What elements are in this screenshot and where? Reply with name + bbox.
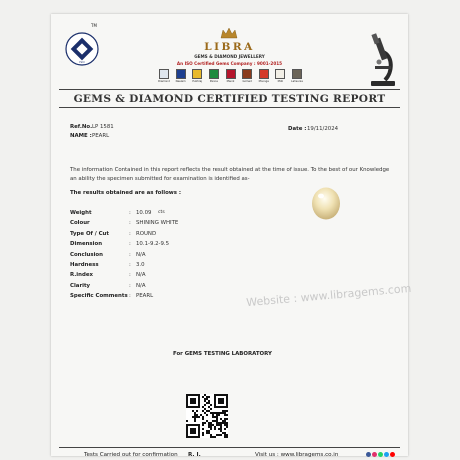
property-colon: : [129, 210, 131, 216]
property-label: Clarity [70, 282, 91, 289]
gemstone-label: Neelam [175, 80, 186, 83]
property-label: Type Of / Cut [70, 230, 109, 237]
gemstone-label: Manik [226, 80, 235, 83]
gemstone-label: Gomed [242, 80, 252, 83]
gemstone-item [225, 69, 237, 89]
social-icons [366, 452, 395, 457]
property-unit: cts [158, 210, 165, 215]
visit-link[interactable]: Visit us : www.libragems.co.in [255, 452, 339, 458]
property-label: Dimension [70, 241, 103, 248]
gemstone-swatch-icon [292, 69, 302, 79]
name-label: NAME : [70, 133, 92, 139]
property-colon: : [129, 220, 131, 227]
property-colon: : [129, 272, 131, 279]
certificate-sheet [51, 14, 412, 458]
property-row [70, 252, 310, 262]
property-value: N/A [136, 272, 146, 279]
property-value: 10.09 [136, 210, 152, 216]
properties-table [70, 210, 310, 304]
property-row [70, 220, 310, 230]
property-value: 3.0 [136, 261, 145, 268]
name-value: PEARL [92, 133, 110, 139]
svg-text:ISO: ISO [79, 60, 85, 64]
gemstone-item [274, 69, 286, 89]
tests-value: R. I. [188, 452, 201, 458]
gemstone-label: Moonga [258, 80, 269, 83]
gemstone-swatch-icon [259, 69, 269, 79]
gemstone-label: Moti [277, 80, 284, 83]
gemstone-item [191, 69, 203, 89]
property-label: Conclusion [70, 251, 103, 258]
property-row [70, 283, 310, 293]
date-label: Date : [288, 126, 307, 132]
gemstone-item [241, 69, 253, 89]
date-value: 19/11/2024 [307, 126, 339, 132]
gemstone-item [175, 69, 187, 89]
gemstone-item [208, 69, 220, 89]
gemstone-swatch-icon [192, 69, 202, 79]
social-icon[interactable] [366, 452, 371, 457]
gemstone-swatch-icon [226, 69, 236, 79]
libra-crest-icon [220, 27, 238, 39]
property-row [70, 262, 310, 272]
property-row [70, 231, 310, 241]
property-colon: : [129, 261, 131, 268]
lab-signature: For GEMS TESTING LABORATORY [173, 351, 272, 357]
brand-name: LIBRA [204, 41, 255, 53]
social-icon[interactable] [378, 452, 383, 457]
brand-certification: An ISO Certified Gems Company : 9001-2015 [176, 61, 283, 66]
gemstone-label: Lahsunia [291, 80, 303, 83]
website-watermark: Website : www.libragems.com [245, 281, 412, 310]
property-value: N/A [136, 251, 146, 258]
gemstone-item [291, 69, 303, 89]
results-heading: The results obtained are as follows : [70, 190, 181, 196]
gemstone-item [258, 69, 270, 89]
property-label: Specific Comments [70, 293, 128, 300]
property-label: Hardness [70, 261, 99, 268]
pearl-image [308, 184, 344, 223]
gemstone-item [158, 69, 170, 89]
report-title: GEMS & DIAMOND CERTIFIED TESTING REPORT [73, 93, 386, 105]
qr-code[interactable] [186, 394, 228, 438]
microscope-icon [365, 32, 399, 88]
social-icon[interactable] [372, 452, 377, 457]
property-colon: : [129, 293, 131, 300]
property-label: Weight [70, 210, 92, 216]
gemstone-swatch-icon [159, 69, 169, 79]
property-colon: : [129, 241, 131, 248]
gemstone-swatch-icon [176, 69, 186, 79]
property-colon: : [129, 282, 131, 289]
property-value: N/A [136, 282, 146, 289]
social-icon[interactable] [390, 452, 395, 457]
gemstone-label: Panna [209, 80, 218, 83]
property-label: R.index [70, 272, 93, 279]
property-label: Colour [70, 220, 90, 227]
gemstone-swatch-icon [209, 69, 219, 79]
social-icon[interactable] [384, 452, 389, 457]
header-divider [59, 89, 400, 90]
property-colon: : [129, 230, 131, 237]
gemstone-label: Pukhraj [192, 80, 203, 83]
intro-paragraph: The information Contained in this report reflects the result obtained at the time of issue. To the best of our Knowledge an ability the specimen submitted for examination is identified as- [70, 167, 390, 182]
gemstone-label: Diamond [158, 80, 170, 83]
property-row [70, 272, 310, 282]
title-divider [59, 107, 400, 108]
property-value: 10.1-9.2-9.5 [136, 241, 170, 248]
gemstone-row [158, 69, 303, 89]
gemstone-swatch-icon [275, 69, 285, 79]
ref-label: Ref.No. [70, 124, 93, 130]
property-row [70, 241, 310, 251]
gemstone-swatch-icon [242, 69, 252, 79]
property-colon: : [129, 251, 131, 258]
trademark-mark: TM [91, 23, 97, 28]
property-value: SHINING WHITE [136, 220, 179, 227]
ref-value: LP 1581 [92, 124, 114, 130]
brand-subtitle: GEMS & DIAMOND JEWELLERY [194, 54, 265, 59]
tests-label: Tests Carried out for confirmation [84, 452, 178, 458]
property-value: ROUND [136, 230, 157, 237]
property-row [70, 210, 310, 220]
property-value: PEARL [136, 293, 154, 300]
footer-divider [59, 447, 400, 448]
